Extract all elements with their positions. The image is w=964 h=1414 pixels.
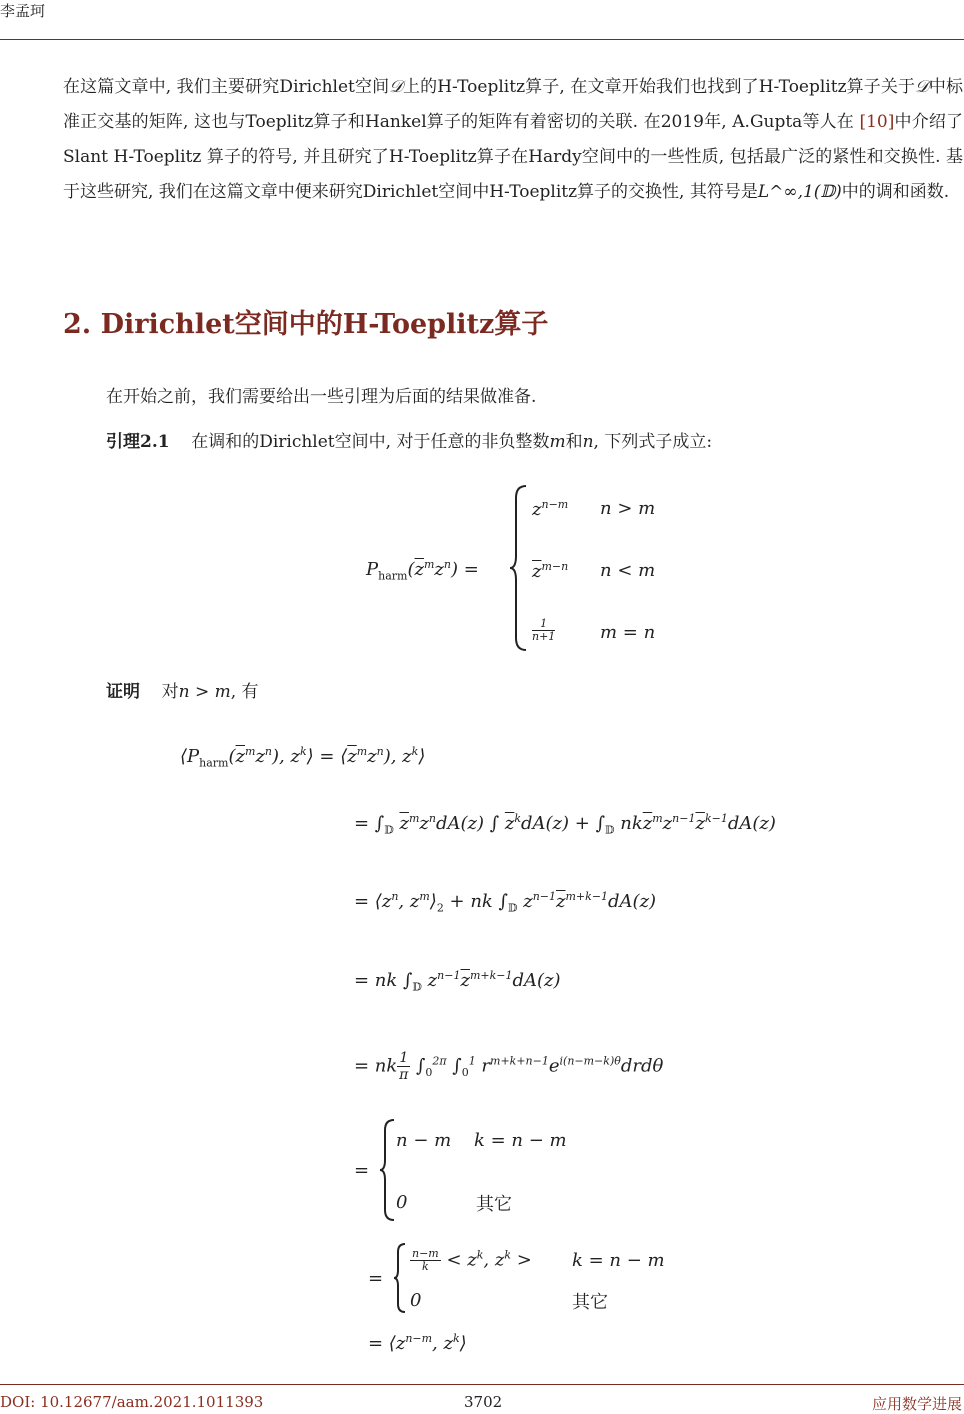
footer-rule (0, 1384, 964, 1385)
citation-link[interactable]: [10] (859, 112, 895, 132)
derivation-line-4: = nk $\int_𝔻$ $z^{n-1}\overline{z}^{m+k-1}dA(z)$ (354, 969, 561, 994)
cases-brace-3 (392, 1242, 408, 1314)
derivation-line-final: = $⟨z^{n-m}$, $z^k⟩$ (368, 1332, 467, 1354)
header-author: 李孟珂 (0, 2, 46, 20)
header-rule (0, 39, 964, 40)
derivation-line-3: = $⟨z^n$, $z^m⟩_2$ + nk $\int_𝔻$ $z^{n-1}\overline{z}^{m+k-1}dA(z)$ (354, 890, 657, 915)
derivation-line-2: = $\int_𝔻$ $\overline{z}^mz^ndA(z)$ ∫ $\overline{z}^kdA(z) + \int_𝔻$ $nk\overline{z}^mz^{n-1}\overline{z}^{k-1}dA(z)$ (354, 812, 776, 837)
derivation-line-1: $⟨P_{harm}(\overline{z}^mz^n)$, $z^k⟩$ = $⟨\overline{z}^mz^n$), $z^k⟩$ (180, 745, 426, 770)
prelude-text: 在开始之前，我们需要给出一些引理为后面的结果做准备. (106, 387, 537, 407)
cases-brace-2 (378, 1118, 398, 1222)
footer-doi[interactable]: DOI: 10.12677/aam.2021.1011393 (0, 1393, 264, 1411)
intro-paragraph: 在这篇文章中, 我们主要研究Dirichlet空间𝒟上的H-Toeplitz算子, 在文章开始我们也找到了H-Toeplitz算子关于𝒟中标准正交基的矩阵, 这也与Toeplitz算子和Hankel算子的矩阵有着密切的关联. 在2019年, A.Gupta等人在 [10]中介绍了Slant H-Toeplitz 算子的符号, 并且研究了H-Toeplitz算子在Hardy空间中的一些性质, 包括最广泛的紧性和交换性. 基于这些研究, 我们在这篇文章中便来研究Dirichlet空间中H-Toeplitz算子的交换性, 其符号是L^∞,1(𝔻)中的调和函数. (63, 77, 964, 202)
lemma-statement: 引理2.1 在调和的Dirichlet空间中, 对于任意的非负整数m和n, 下列式子成立: (106, 432, 713, 452)
cases-brace (508, 484, 530, 652)
section-title: 2. Dirichlet空间中的H-Toeplitz算子 (63, 309, 549, 340)
proof-start: 证明 对n > m, 有 (106, 682, 259, 702)
derivation-line-5: = nk $\frac{1}{\pi}$ $\int_0^{2\pi}$ $\int_0^1$ $r^{m+k+n-1}e^{i(n-m-k)\theta}drd\theta$ (354, 1050, 664, 1083)
footer-page-number: 3702 (464, 1393, 503, 1411)
footer-journal[interactable]: 应用数学进展 (871, 1395, 962, 1413)
